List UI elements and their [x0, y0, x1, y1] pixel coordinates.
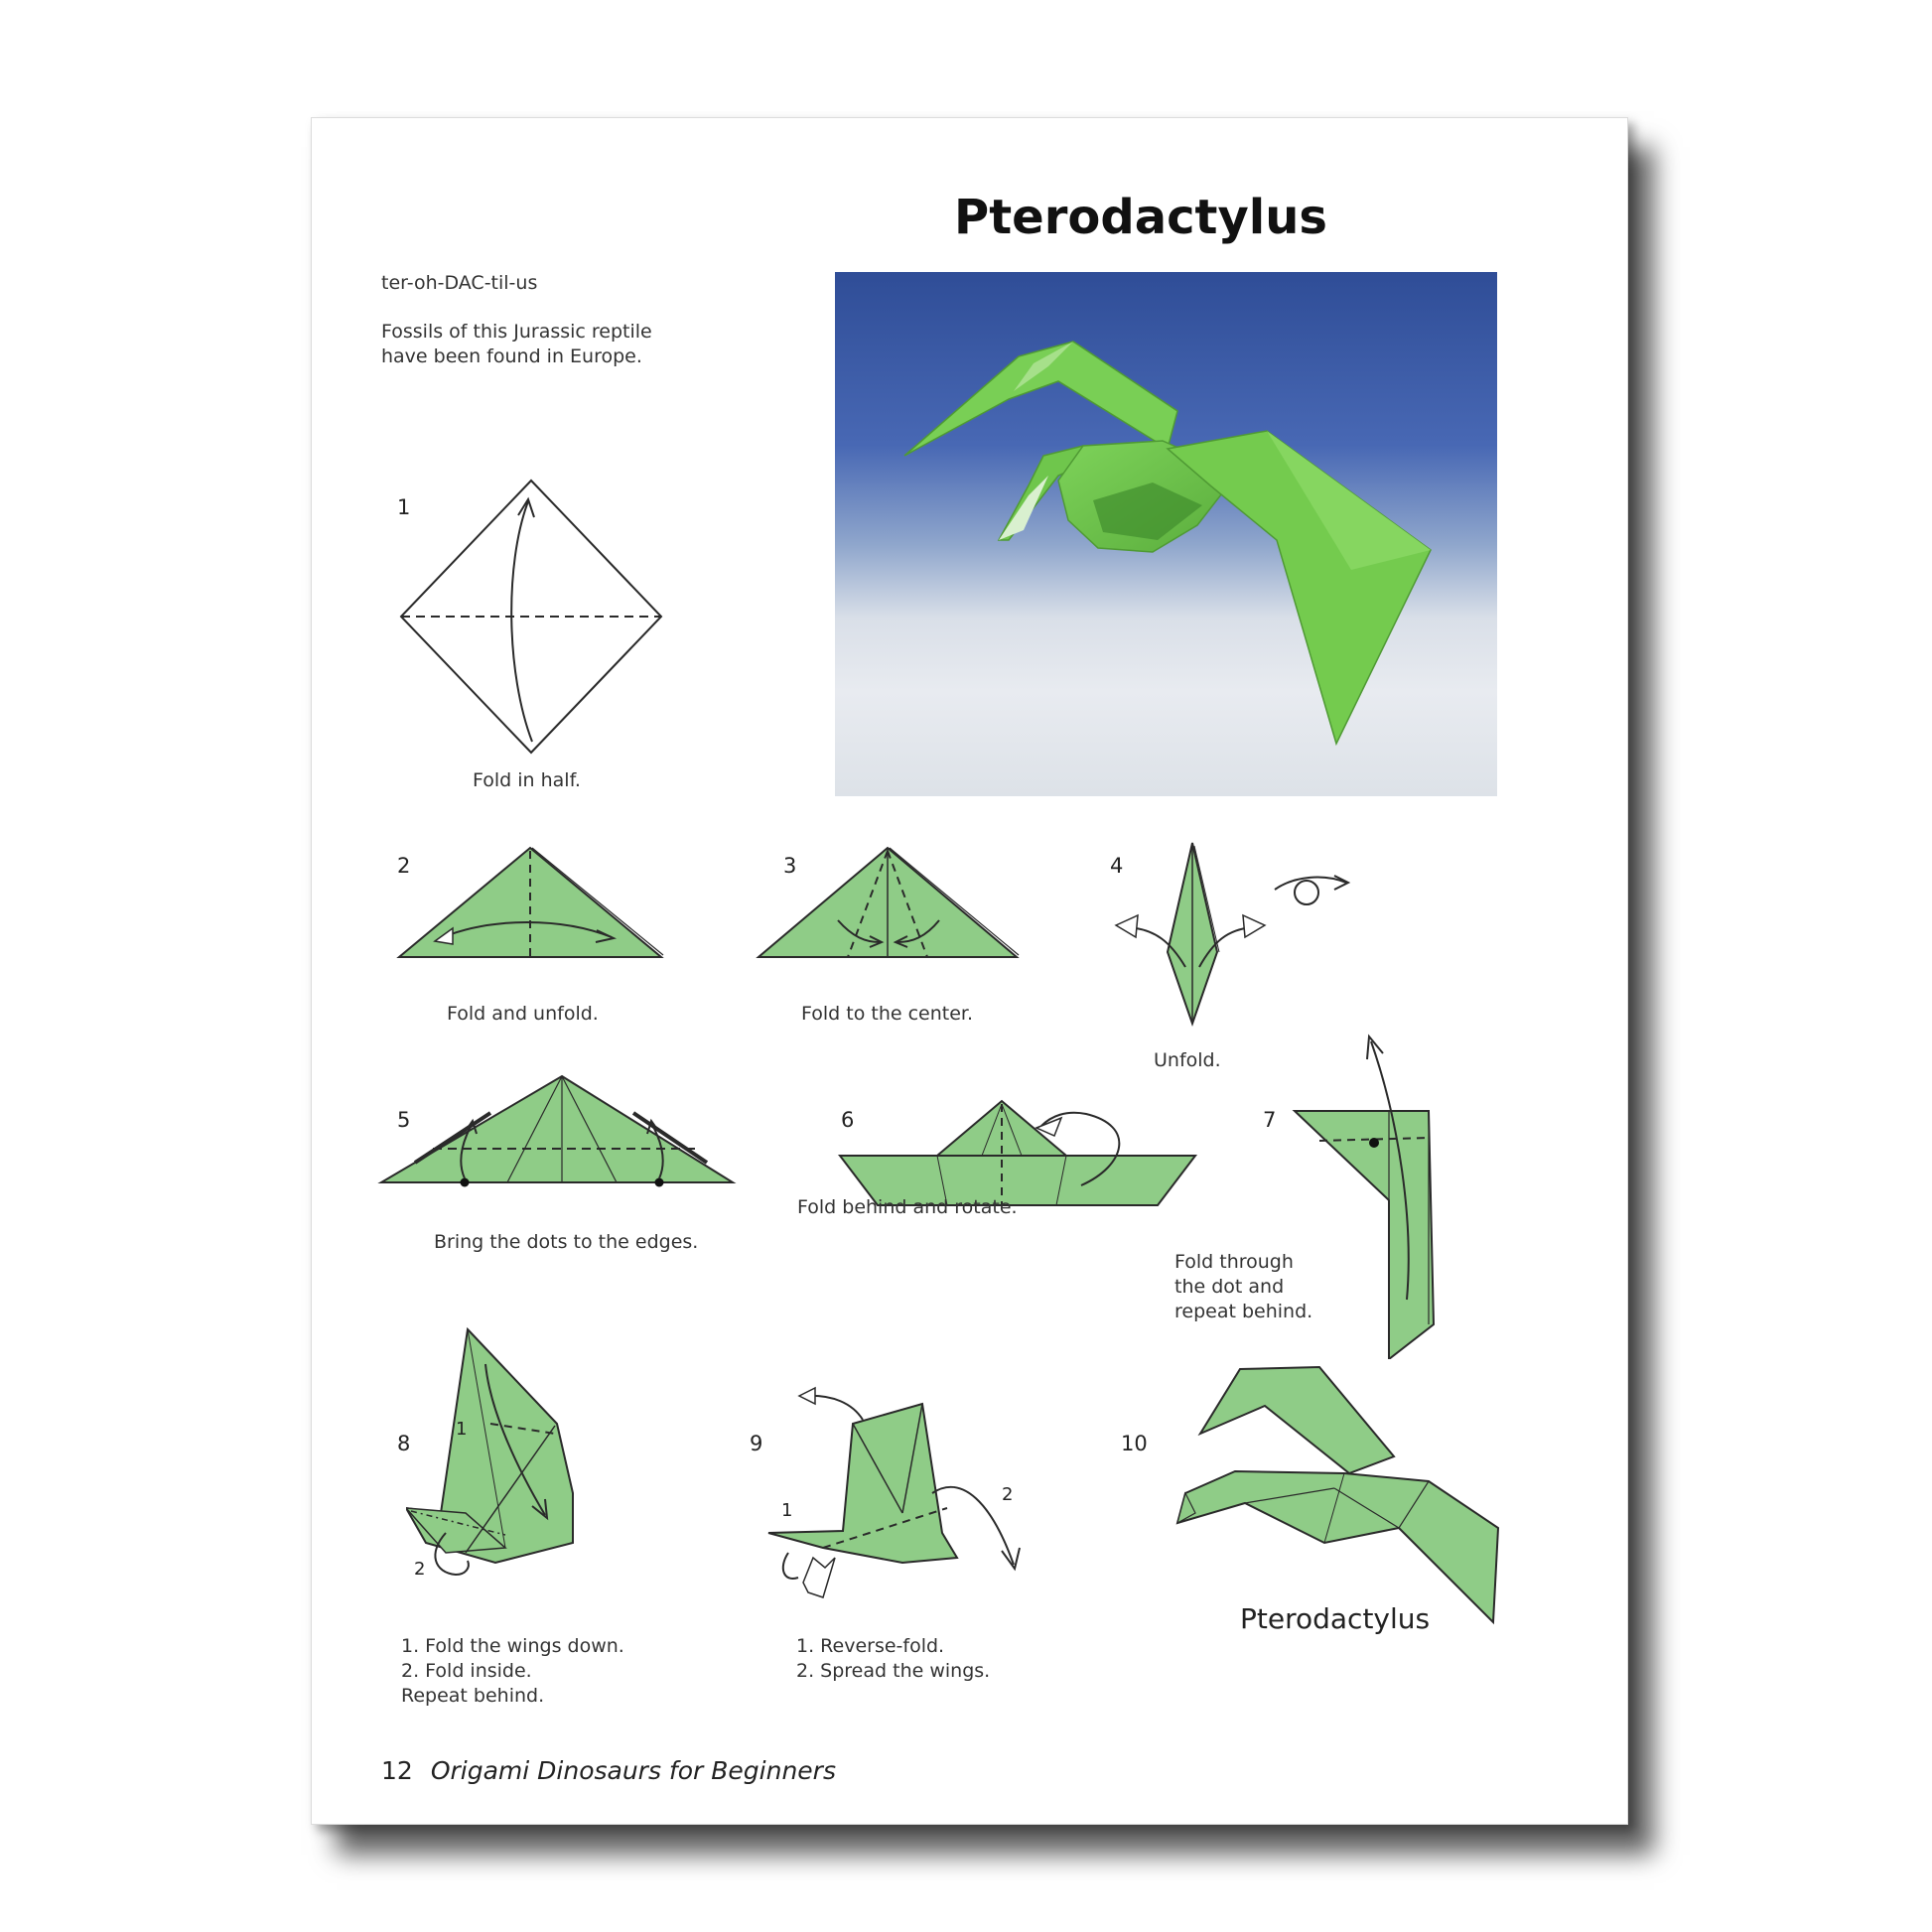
- step-4-caption: Unfold.: [1154, 1049, 1221, 1071]
- step-7-caption-line: repeat behind.: [1174, 1301, 1313, 1322]
- step-2-number: 2: [397, 854, 411, 878]
- step-9-number: 9: [750, 1432, 763, 1455]
- step-6-caption: Fold behind and rotate.: [797, 1196, 1018, 1218]
- step-3-number: 3: [783, 854, 797, 878]
- final-model-label: Pterodactylus: [1240, 1602, 1431, 1635]
- step-1-number: 1: [397, 495, 411, 519]
- step-8-caption-line: 2. Fold inside.: [401, 1660, 532, 1682]
- step-5-diagram: [373, 1071, 741, 1190]
- book-title: Origami Dinosaurs for Beginners: [430, 1756, 836, 1785]
- fact-line-2: have been found in Europe.: [381, 345, 642, 367]
- step-8-caption-line: 1. Fold the wings down.: [401, 1635, 624, 1657]
- fact-line-1: Fossils of this Jurassic reptile: [381, 321, 652, 343]
- step-4-number: 4: [1110, 854, 1124, 878]
- step-1-caption: Fold in half.: [473, 769, 581, 791]
- page-footer: [381, 1756, 836, 1785]
- step-5-number: 5: [397, 1108, 411, 1132]
- step-9-mark-1: 1: [781, 1500, 793, 1521]
- step-2-diagram: [383, 843, 671, 992]
- step-9-mark-2: 2: [1002, 1484, 1014, 1505]
- page-number: 12: [381, 1756, 413, 1785]
- step-9-caption-line: 2. Spread the wings.: [796, 1660, 991, 1682]
- turn-over-icon: [1275, 876, 1348, 904]
- step-7-diagram: [1290, 1002, 1488, 1359]
- origami-pterodactyl-photo: [835, 272, 1497, 796]
- pronunciation: ter-oh-DAC-til-us: [381, 272, 538, 294]
- step-8-mark-1: 1: [456, 1419, 468, 1440]
- step-3-caption: Fold to the center.: [801, 1003, 974, 1025]
- step-9-caption: [796, 1634, 990, 1684]
- step-3-diagram: [749, 843, 1036, 992]
- step-8-number: 8: [397, 1432, 411, 1455]
- step-10-number: 10: [1121, 1432, 1148, 1455]
- step-10-diagram: [1156, 1364, 1523, 1627]
- step-7-number: 7: [1263, 1108, 1277, 1132]
- step-6-number: 6: [841, 1108, 855, 1132]
- step-9-diagram: [763, 1384, 1061, 1602]
- step-5-caption: Bring the dots to the edges.: [434, 1231, 699, 1253]
- step-7-caption-line: the dot and: [1174, 1276, 1285, 1298]
- step-1-diagram: [383, 476, 671, 759]
- step-7-caption-line: Fold through: [1174, 1251, 1294, 1273]
- step-8-caption-line: Repeat behind.: [401, 1685, 545, 1707]
- fact-text: [381, 320, 652, 369]
- step-8-mark-2: 2: [414, 1559, 426, 1578]
- step-7-caption: [1174, 1250, 1312, 1324]
- model-photo: [835, 272, 1497, 796]
- step-8-diagram: [406, 1324, 654, 1578]
- book-page: [311, 117, 1628, 1825]
- step-8-caption: [401, 1634, 624, 1709]
- step-2-caption: Fold and unfold.: [447, 1003, 599, 1025]
- step-9-caption-line: 1. Reverse-fold.: [796, 1635, 945, 1657]
- page-title: Pterodactylus: [954, 190, 1327, 245]
